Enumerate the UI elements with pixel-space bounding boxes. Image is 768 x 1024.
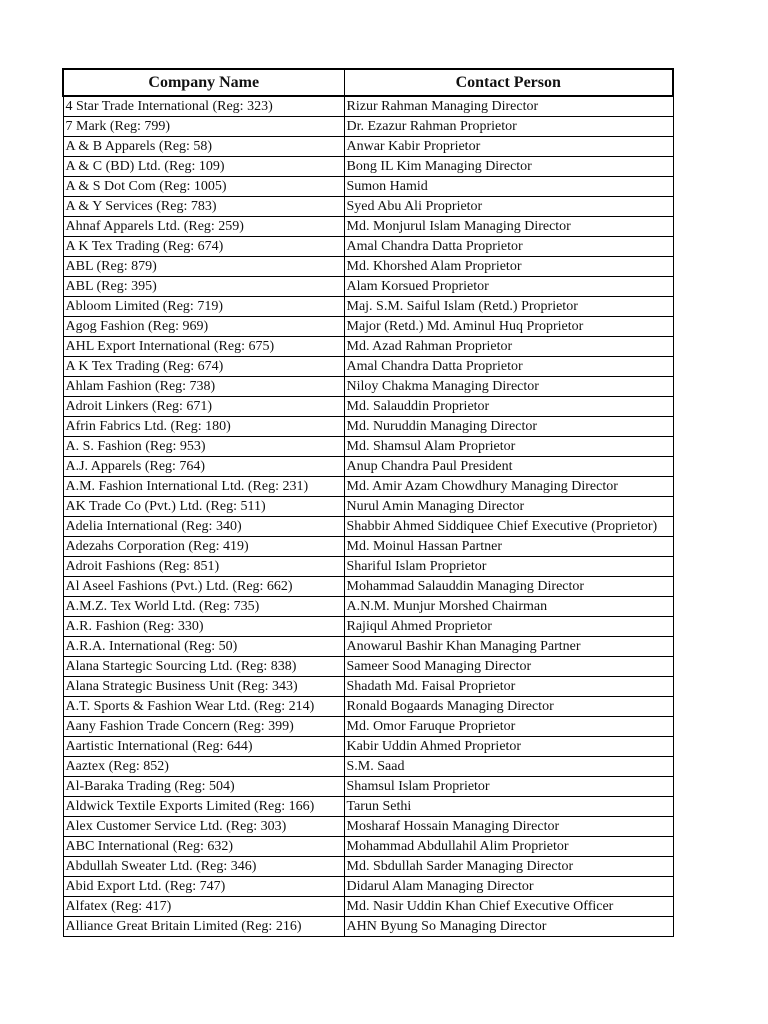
table-row [63,357,673,377]
company-name-cell: A K Tex Trading (Reg: 674) [63,357,344,377]
table-row [63,96,673,117]
table-row [63,157,673,177]
header-row [63,69,673,96]
company-name-cell: Adezahs Corporation (Reg: 419) [63,537,344,557]
company-name-cell: Alex Customer Service Ltd. (Reg: 303) [63,817,344,837]
contact-person-cell: Md. Omor Faruque Proprietor [344,717,673,737]
table-row [63,337,673,357]
table-row [63,837,673,857]
contact-person-cell: Md. Shamsul Alam Proprietor [344,437,673,457]
company-name-cell: A.M. Fashion International Ltd. (Reg: 231) [63,477,344,497]
table-row [63,177,673,197]
contact-person-cell: Md. Salauddin Proprietor [344,397,673,417]
table-row [63,577,673,597]
company-name-cell: Adelia International (Reg: 340) [63,517,344,537]
table-body [63,96,673,937]
table-row [63,317,673,337]
contact-person-cell: Ronald Bogaards Managing Director [344,697,673,717]
contact-person-cell: Nurul Amin Managing Director [344,497,673,517]
company-name-cell: A.R. Fashion (Reg: 330) [63,617,344,637]
table-row [63,877,673,897]
company-name-cell: Adroit Linkers (Reg: 671) [63,397,344,417]
company-name-cell: A.M.Z. Tex World Ltd. (Reg: 735) [63,597,344,617]
company-name-cell: Adroit Fashions (Reg: 851) [63,557,344,577]
company-name-cell: AHL Export International (Reg: 675) [63,337,344,357]
company-name-cell: A.J. Apparels (Reg: 764) [63,457,344,477]
company-name-cell: Aaztex (Reg: 852) [63,757,344,777]
table-row [63,897,673,917]
contact-person-cell: Anowarul Bashir Khan Managing Partner [344,637,673,657]
contact-person-cell: Rajiqul Ahmed Proprietor [344,617,673,637]
contact-person-cell: AHN Byung So Managing Director [344,917,673,937]
company-name-cell: A & C (BD) Ltd. (Reg: 109) [63,157,344,177]
table-row [63,137,673,157]
company-name-cell: A.T. Sports & Fashion Wear Ltd. (Reg: 214) [63,697,344,717]
table-row [63,717,673,737]
table-row [63,597,673,617]
contact-person-cell: Major (Retd.) Md. Aminul Huq Proprietor [344,317,673,337]
table-row [63,497,673,517]
table-row [63,377,673,397]
table-row [63,917,673,937]
table-row [63,617,673,637]
contact-person-cell: Dr. Ezazur Rahman Proprietor [344,117,673,137]
table-row [63,857,673,877]
company-name-cell: ABC International (Reg: 632) [63,837,344,857]
contact-person-cell: Mosharaf Hossain Managing Director [344,817,673,837]
contact-person-cell: Bong IL Kim Managing Director [344,157,673,177]
company-name-cell: 7 Mark (Reg: 799) [63,117,344,137]
contact-person-cell: Tarun Sethi [344,797,673,817]
company-name-cell: A. S. Fashion (Reg: 953) [63,437,344,457]
contact-person-cell: Sameer Sood Managing Director [344,657,673,677]
contact-person-cell: Amal Chandra Datta Proprietor [344,357,673,377]
contact-person-cell: Mohammad Salauddin Managing Director [344,577,673,597]
company-name-cell: Aldwick Textile Exports Limited (Reg: 166) [63,797,344,817]
contact-person-cell: A.N.M. Munjur Morshed Chairman [344,597,673,617]
contact-person-cell: Rizur Rahman Managing Director [344,96,673,117]
contact-person-cell: S.M. Saad [344,757,673,777]
contact-person-cell: Amal Chandra Datta Proprietor [344,237,673,257]
contact-person-cell: Maj. S.M. Saiful Islam (Retd.) Proprietor [344,297,673,317]
company-name-cell: Aartistic International (Reg: 644) [63,737,344,757]
contact-person-cell: Md. Moinul Hassan Partner [344,537,673,557]
company-name-cell: A & S Dot Com (Reg: 1005) [63,177,344,197]
company-name-cell: Agog Fashion (Reg: 969) [63,317,344,337]
table-row [63,737,673,757]
contact-person-cell: Shadath Md. Faisal Proprietor [344,677,673,697]
contact-person-cell: Syed Abu Ali Proprietor [344,197,673,217]
table-row [63,197,673,217]
contact-person-cell: Md. Nasir Uddin Khan Chief Executive Officer [344,897,673,917]
company-name-cell: Afrin Fabrics Ltd. (Reg: 180) [63,417,344,437]
contact-person-cell: Shabbir Ahmed Siddiquee Chief Executive (Proprietor) [344,517,673,537]
header-company-name: Company Name [63,69,344,96]
company-name-cell: ABL (Reg: 879) [63,257,344,277]
company-name-cell: Al-Baraka Trading (Reg: 504) [63,777,344,797]
company-name-cell: Al Aseel Fashions (Pvt.) Ltd. (Reg: 662) [63,577,344,597]
table-row [63,417,673,437]
table-row [63,457,673,477]
table-row [63,437,673,457]
company-name-cell: A.R.A. International (Reg: 50) [63,637,344,657]
contact-person-cell: Kabir Uddin Ahmed Proprietor [344,737,673,757]
contact-person-cell: Anup Chandra Paul President [344,457,673,477]
table-row [63,757,673,777]
contact-person-cell: Mohammad Abdullahil Alim Proprietor [344,837,673,857]
contact-person-cell: Sumon Hamid [344,177,673,197]
company-name-cell: Ahlam Fashion (Reg: 738) [63,377,344,397]
table-row [63,477,673,497]
contact-person-cell: Shariful Islam Proprietor [344,557,673,577]
contact-person-cell: Md. Azad Rahman Proprietor [344,337,673,357]
table-row [63,657,673,677]
company-name-cell: Ahnaf Apparels Ltd. (Reg: 259) [63,217,344,237]
company-contact-table [62,68,674,937]
contact-person-cell: Anwar Kabir Proprietor [344,137,673,157]
company-name-cell: A & Y Services (Reg: 783) [63,197,344,217]
contact-person-cell: Md. Khorshed Alam Proprietor [344,257,673,277]
table-row [63,777,673,797]
company-name-cell: A & B Apparels (Reg: 58) [63,137,344,157]
contact-person-cell: Md. Sbdullah Sarder Managing Director [344,857,673,877]
table-row [63,697,673,717]
table-row [63,117,673,137]
table-row [63,277,673,297]
contact-person-cell: Md. Monjurul Islam Managing Director [344,217,673,237]
table-row [63,797,673,817]
company-name-cell: Alliance Great Britain Limited (Reg: 216) [63,917,344,937]
company-name-cell: Alana Startegic Sourcing Ltd. (Reg: 838) [63,657,344,677]
table-row [63,817,673,837]
contact-person-cell: Alam Korsued Proprietor [344,277,673,297]
table-row [63,637,673,657]
company-name-cell: Abloom Limited (Reg: 719) [63,297,344,317]
table-header [63,69,673,96]
company-name-cell: AK Trade Co (Pvt.) Ltd. (Reg: 511) [63,497,344,517]
contact-person-cell: Niloy Chakma Managing Director [344,377,673,397]
table-row [63,257,673,277]
table-row [63,557,673,577]
table-row [63,297,673,317]
table-row [63,677,673,697]
company-name-cell: A K Tex Trading (Reg: 674) [63,237,344,257]
contact-person-cell: Md. Amir Azam Chowdhury Managing Director [344,477,673,497]
contact-person-cell: Didarul Alam Managing Director [344,877,673,897]
company-name-cell: Aany Fashion Trade Concern (Reg: 399) [63,717,344,737]
contact-person-cell: Shamsul Islam Proprietor [344,777,673,797]
table-row [63,397,673,417]
company-name-cell: Alana Strategic Business Unit (Reg: 343) [63,677,344,697]
company-name-cell: ABL (Reg: 395) [63,277,344,297]
contact-person-cell: Md. Nuruddin Managing Director [344,417,673,437]
table-row [63,237,673,257]
company-name-cell: Alfatex (Reg: 417) [63,897,344,917]
table-row [63,537,673,557]
table-row [63,517,673,537]
company-name-cell: 4 Star Trade International (Reg: 323) [63,96,344,117]
header-contact-person: Contact Person [344,69,673,96]
table-row [63,217,673,237]
company-name-cell: Abdullah Sweater Ltd. (Reg: 346) [63,857,344,877]
company-name-cell: Abid Export Ltd. (Reg: 747) [63,877,344,897]
